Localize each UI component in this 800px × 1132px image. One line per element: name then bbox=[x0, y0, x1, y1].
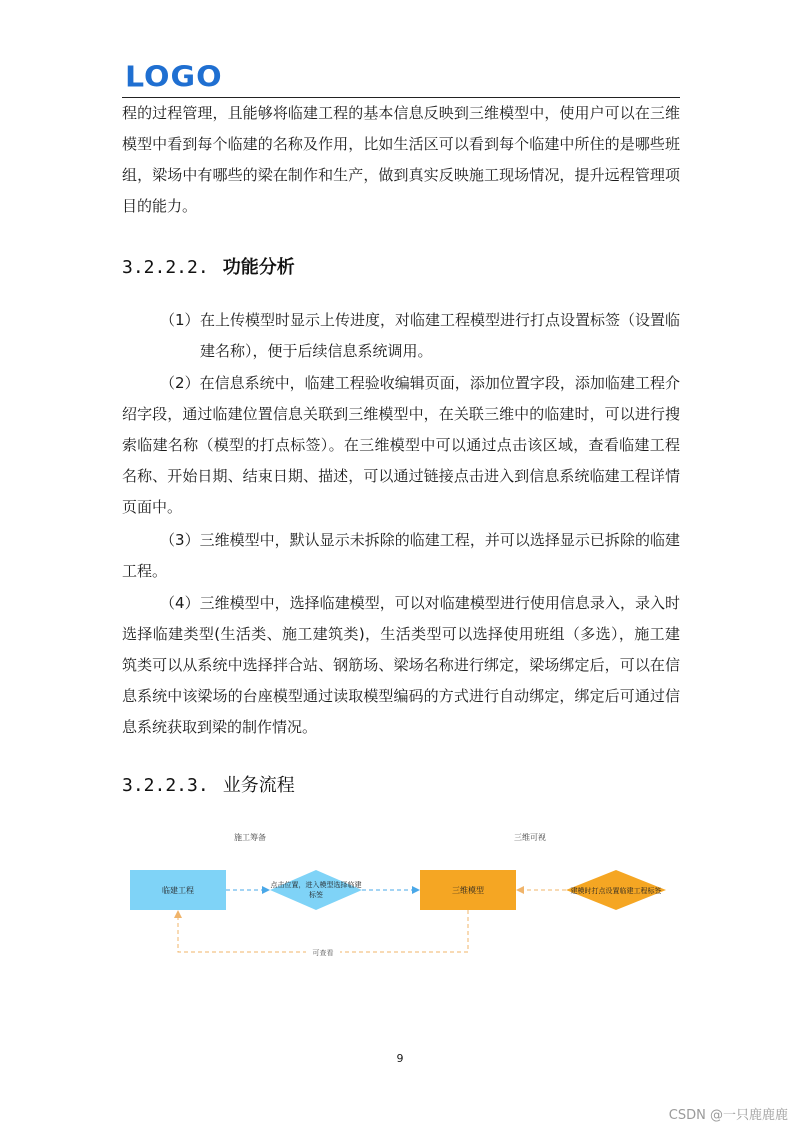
section-number: 3.2.2.2. bbox=[122, 257, 209, 278]
lane-label-right: 三维可视 bbox=[514, 833, 546, 842]
node-click-position bbox=[270, 870, 362, 910]
node-click-position-line1: 点击位置，进入模型选择临建 bbox=[270, 881, 362, 889]
intro-paragraph: 程的过程管理，且能够将临建工程的基本信息反映到三维模型中，使用户可以在三维模型中看到每个临建的名称及作用，比如生活区可以看到每个临建中所住的是哪些班组，梁场中有哪些的梁在制作和生产，做到真实反映施工现场情况，提升远程管理项目的能力。 bbox=[122, 104, 680, 215]
list-item-3: （3）三维模型中，默认显示未拆除的临建工程，并可以选择显示已拆除的临建工程。 bbox=[122, 531, 680, 580]
logo: LOGO bbox=[125, 60, 223, 95]
section-heading-functional bbox=[122, 253, 295, 279]
watermark: CSDN @一只鹿鹿鹿 bbox=[668, 1108, 788, 1123]
list-item-text: 在上传模型时显示上传进度，对临建工程模型进行打点设置标签（设置临建名称），便于后续信息系统调用。 bbox=[200, 311, 681, 360]
node-click-position-line2: 标签 bbox=[309, 891, 323, 899]
list-marker: （1） bbox=[160, 311, 200, 329]
edge-view-label: 可查看 bbox=[312, 949, 334, 957]
list-item-4: （4）三维模型中，选择临建模型，可以对临建模型进行使用信息录入，录入时选择临建类型(生活类、施工建筑类)，生活类型可以选择使用班组（多选），施工建筑类可以从系统中选择拌合站、钢筋场、梁场名称进行绑定，梁场绑定后，可以在信息系统中该梁场的台座模型通过读取模型编码的方式进行自动绑定，绑定后可通过信息系统获取到梁的制作情况。 bbox=[122, 594, 680, 736]
node-3d-model-label: 三维模型 bbox=[452, 886, 484, 895]
section-title: 功能分析 bbox=[222, 257, 295, 278]
business-flow-diagram bbox=[120, 825, 680, 970]
section-number: 3.2.2.3. bbox=[122, 775, 209, 796]
node-temp-project-label: 临建工程 bbox=[162, 886, 194, 895]
edge-model-to-project bbox=[178, 910, 468, 952]
list-item-2: （2）在信息系统中，临建工程验收编辑页面，添加位置字段，添加临建工程介绍字段，通过临建位置信息关联到三维模型中，在关联三维中的临建时，可以进行搜索临建名称（模型的打点标签）。在三维模型中可以通过点击该区域，查看临建工程名称、开始日期、结束日期、描述，可以通过链接点击进入到信息系统临建工程详情页面中。 bbox=[122, 374, 680, 516]
lane-label-left: 施工筹备 bbox=[234, 833, 266, 842]
list-item-1 bbox=[160, 305, 680, 367]
node-modeling-tag-label: 建模时打点设置临建工程标签 bbox=[570, 887, 662, 895]
section-heading-process bbox=[122, 771, 295, 797]
section-title: 业务流程 bbox=[222, 775, 295, 796]
page-number: 9 bbox=[396, 1052, 404, 1065]
